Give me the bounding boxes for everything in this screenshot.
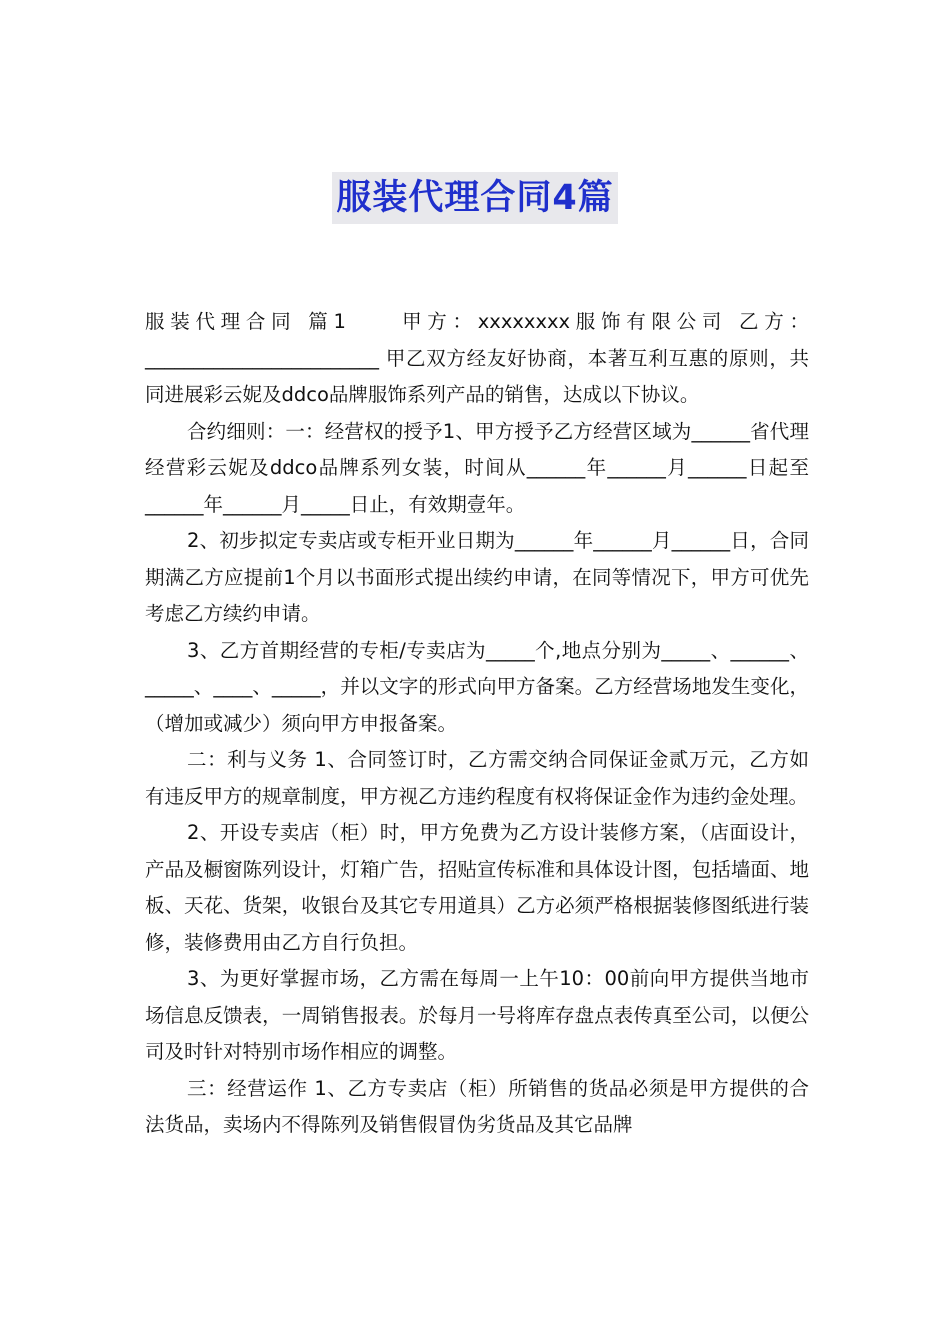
paragraph: 2、初步拟定专卖店或专柜开业日期为______年______月______日，合同期满乙方应提前1个月以书面形式提出续约申请，在同等情况下，甲方可优先考虑乙方续约申请。: [145, 529, 809, 625]
paragraph: 3、为更好掌握市场，乙方需在每周一上午10：00前向甲方提供当地市场信息反馈表，一周销售报表。於每月一号将库存盘点表传真至公司，以便公司及时针对特别市场作相应的调整。: [145, 967, 809, 1063]
paragraph: 服装代理合同 篇1 甲方：xxxxxxxx服饰有限公司 乙方：________________________ 甲乙双方经友好协商，本著互利互惠的原则，共同进展彩云妮及ddco品牌服饰系列产品的销售，达成以下协议。: [145, 310, 809, 406]
paragraph: 三：经营运作 1、乙方专卖店（柜）所销售的货品必须是甲方提供的合法货品，卖场内不得陈列及销售假冒伪劣货品及其它品牌: [145, 1076, 809, 1136]
paragraph: 3、乙方首期经营的专柜/专卖店为_____个,地点分别为_____、______、_____、____、_____，并以文字的形式向甲方备案。乙方经营场地发生变化，（增加或减少）须向甲方申报备案。: [145, 638, 809, 735]
paragraph: 合约细则：一：经营权的授予1、甲方授予乙方经营区域为______省代理经营彩云妮及ddco品牌系列女装，时间从______年______月______日起至______年______月_____日止，有效期壹年。: [145, 419, 809, 516]
title-container: [0, 172, 950, 224]
paragraph: 2、开设专卖店（柜）时，甲方免费为乙方设计装修方案，（店面设计，产品及橱窗陈列设计，灯箱广告，招贴宣传标准和具体设计图，包括墙面、地板、天花、货架，收银台及其它专用道具）乙方必须严格根据装修图纸进行装修，装修费用由乙方自行负担。: [145, 821, 809, 954]
document-title: 服装代理合同4篇: [332, 172, 617, 224]
paragraph: 二：利与义务 1、合同签订时，乙方需交纳合同保证金贰万元，乙方如有违反甲方的规章制度，甲方视乙方违约程度有权将保证金作为违约金处理。: [145, 748, 809, 808]
document-body: [145, 304, 809, 1144]
